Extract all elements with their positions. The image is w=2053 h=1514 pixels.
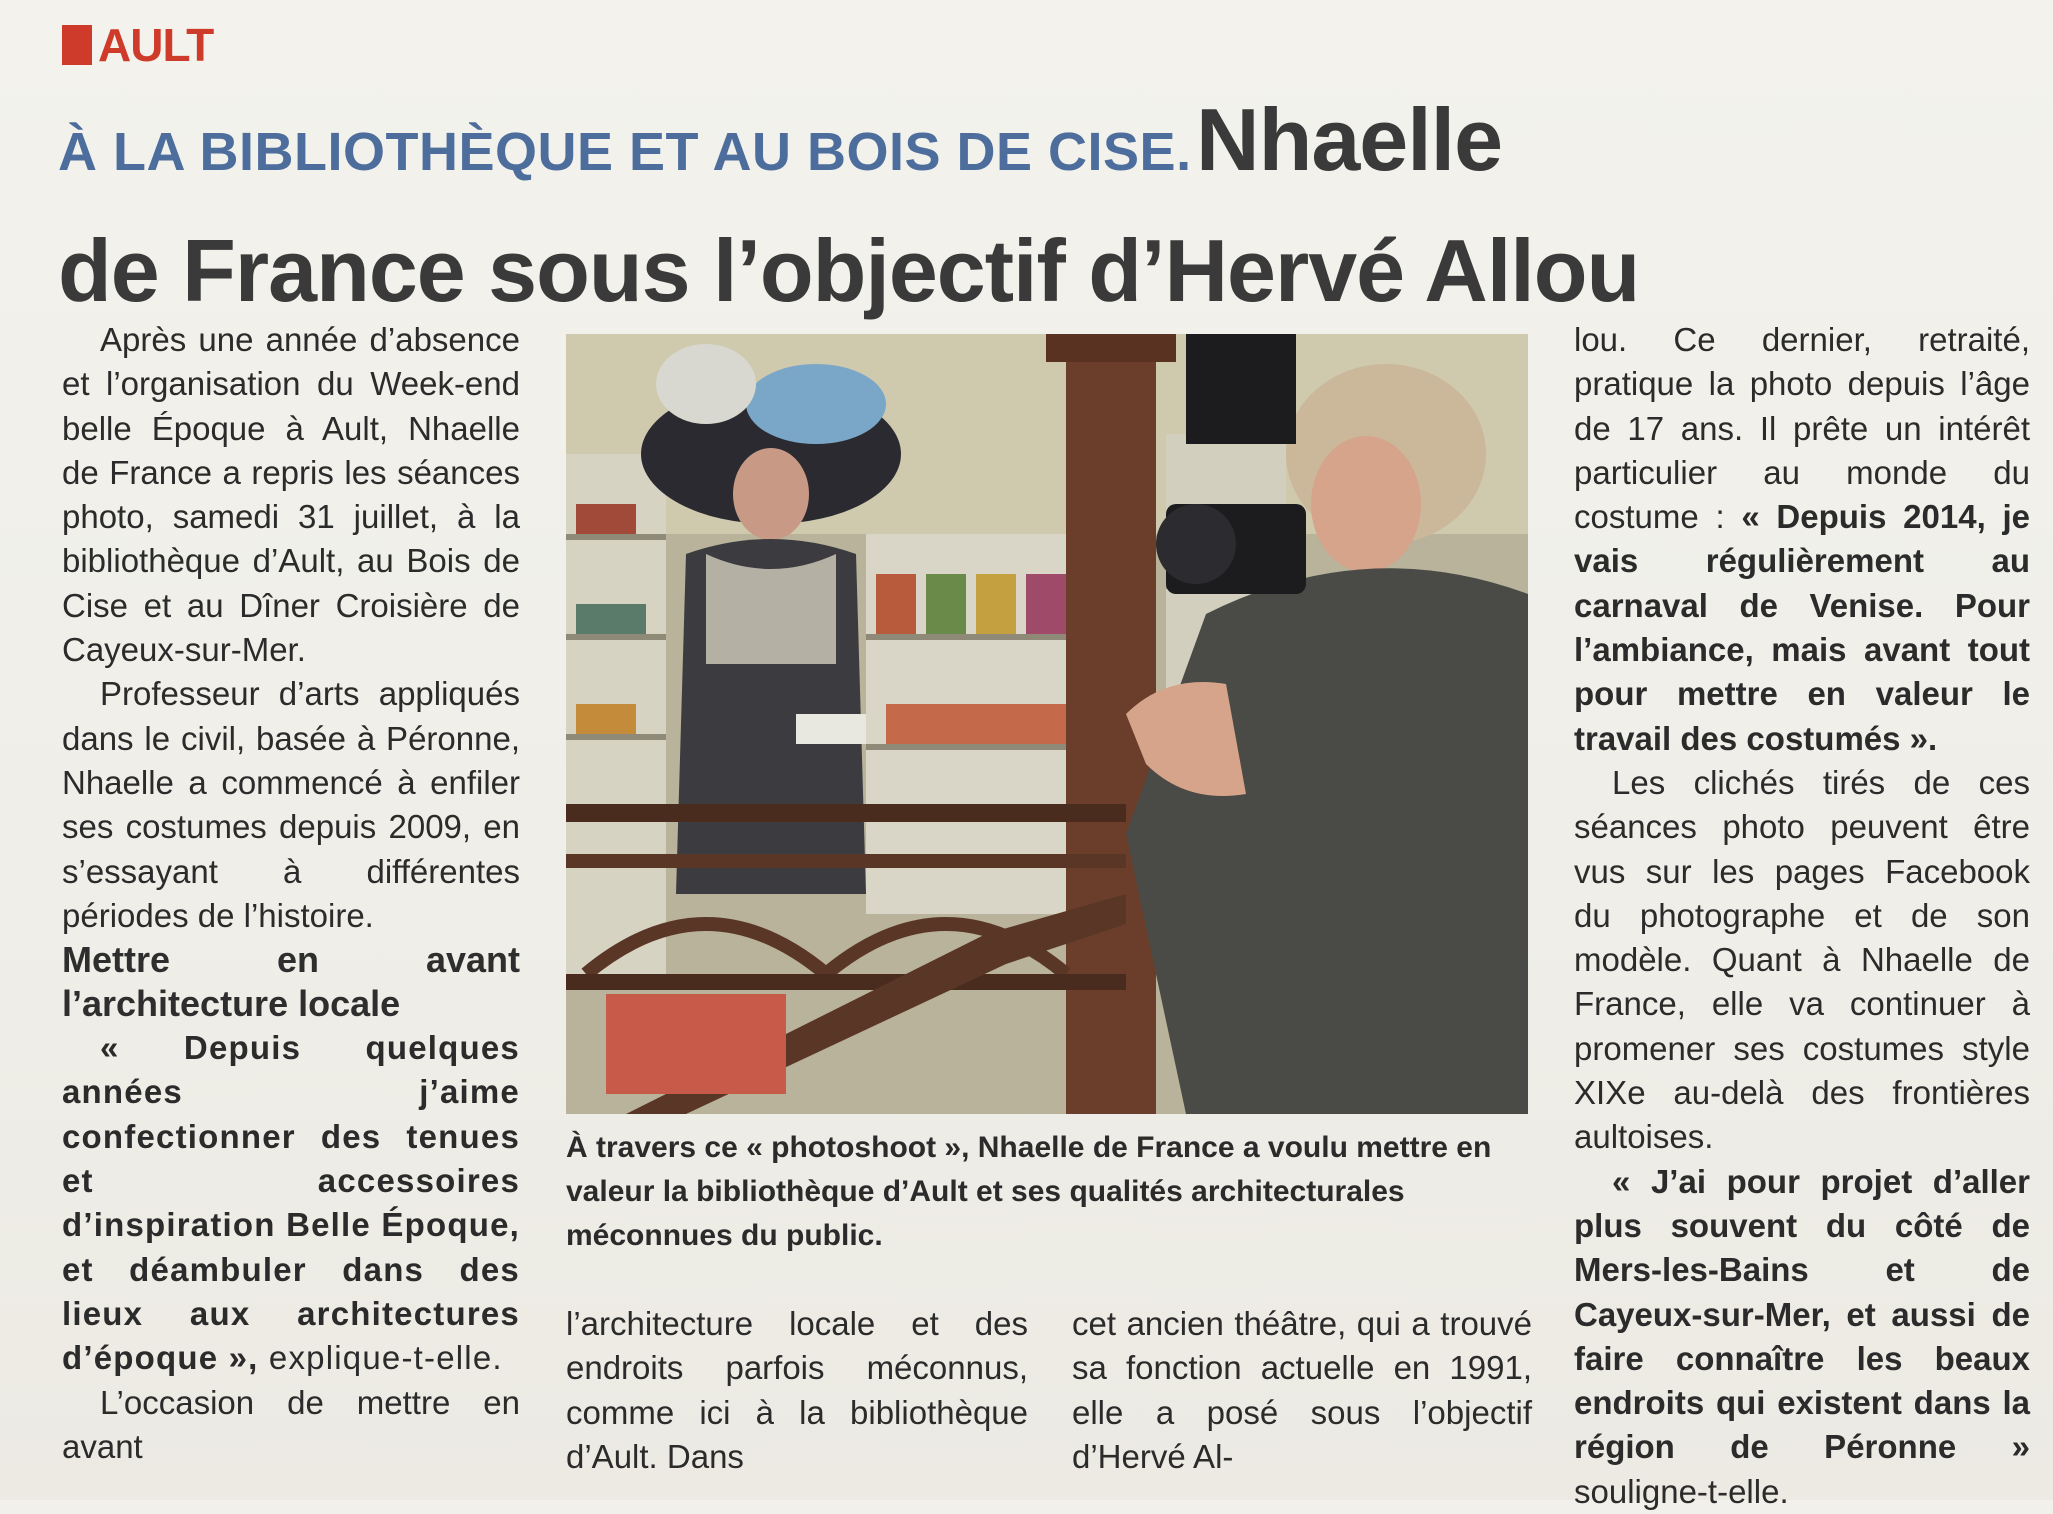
quote-attribution: souligne-t-elle. <box>1574 1472 1789 1510</box>
section-label: AULT <box>98 19 214 71</box>
paragraph: L’occasion de mettre en avant <box>62 1383 520 1465</box>
subheading: Mettre en avant l’architecture locale <box>62 939 520 1025</box>
quote-text: « Depuis 2014, je vais régulièrement au carnaval de Venise. Pour l’ambiance, mais avant tout pour mettre en valeur le travail des costumés ». <box>1574 498 2030 757</box>
column-1 <box>62 318 520 1469</box>
headline-kicker: À LA BIBLIOTHÈQUE ET AU BOIS DE CISE. <box>58 122 1192 182</box>
article-photo <box>566 334 1528 1114</box>
headline-title-part1: Nhaelle <box>1196 90 1503 189</box>
headline-title-part2: de France sous l’objectif d’Hervé Allou <box>58 221 1640 320</box>
paragraph: l’architecture locale et des endroits parfois méconnus, comme ici à la bibliothèque d’Ault. Dans <box>566 1305 1028 1475</box>
column-2b <box>1072 1302 1532 1479</box>
section-marker <box>62 25 92 65</box>
photo-illustration <box>566 334 1528 1114</box>
paragraph-quote <box>1574 1160 2030 1514</box>
photo-caption: À travers ce « photoshoot », Nhaelle de France a voulu mettre en valeur la bibliothèque d’Ault et ses qualités architecturales méconnues du public. <box>566 1131 1492 1252</box>
section-tag <box>62 18 213 72</box>
quote-text: « Depuis quelques années j’aime confectionner des tenues et accessoires d’inspiration Belle Époque, et déambuler dans des lieux aux architectures d’époque », <box>62 1029 520 1377</box>
paragraph <box>1574 318 2030 761</box>
paragraph: Professeur d’arts appliqués dans le civil, basée à Péronne, Nhaelle a commencé à enfiler ses costumes depuis 2009, en s’essayant à différentes périodes de l’histoire. <box>62 675 520 934</box>
paragraph-quote <box>62 1026 520 1380</box>
column-3 <box>1574 318 2030 1514</box>
paragraph: Après une année d’absence et l’organisation du Week-end belle Époque à Ault, Nhaelle de France a repris les séances photo, samedi 31 juillet, à la bibliothèque d’Ault, au Bois de Cise et au Dîner Croisière de Cayeux-sur-Mer. <box>62 321 520 669</box>
paragraph: cet ancien théâtre, qui a trouvé sa fonction actuelle en 1991, elle a posé sous l’objectif d’Hervé Al- <box>1072 1305 1532 1475</box>
column-2a <box>566 1302 1028 1479</box>
article-headline <box>58 90 2008 326</box>
paragraph: Les clichés tirés de ces séances photo peuvent être vus sur les pages Facebook du photographe et de son modèle. Quant à Nhaelle de France, elle va continuer à promener ses costumes style XIXe au-delà des frontières aultoises. <box>1574 763 2030 1156</box>
paragraph-text: lou. Ce dernier, retraité, pratique la photo depuis l’âge de 17 ans. Il prête un intérêt particulier au monde du costume : <box>1574 321 2030 536</box>
quote-attribution: explique-t-elle. <box>258 1339 503 1377</box>
quote-text: « J’ai pour projet d’aller plus souvent du côté de Mers-les-Bains et de Cayeux-sur-Mer, et aussi de faire connaître les beaux endroits qui existent dans la région de Péronne » <box>1574 1162 2030 1466</box>
